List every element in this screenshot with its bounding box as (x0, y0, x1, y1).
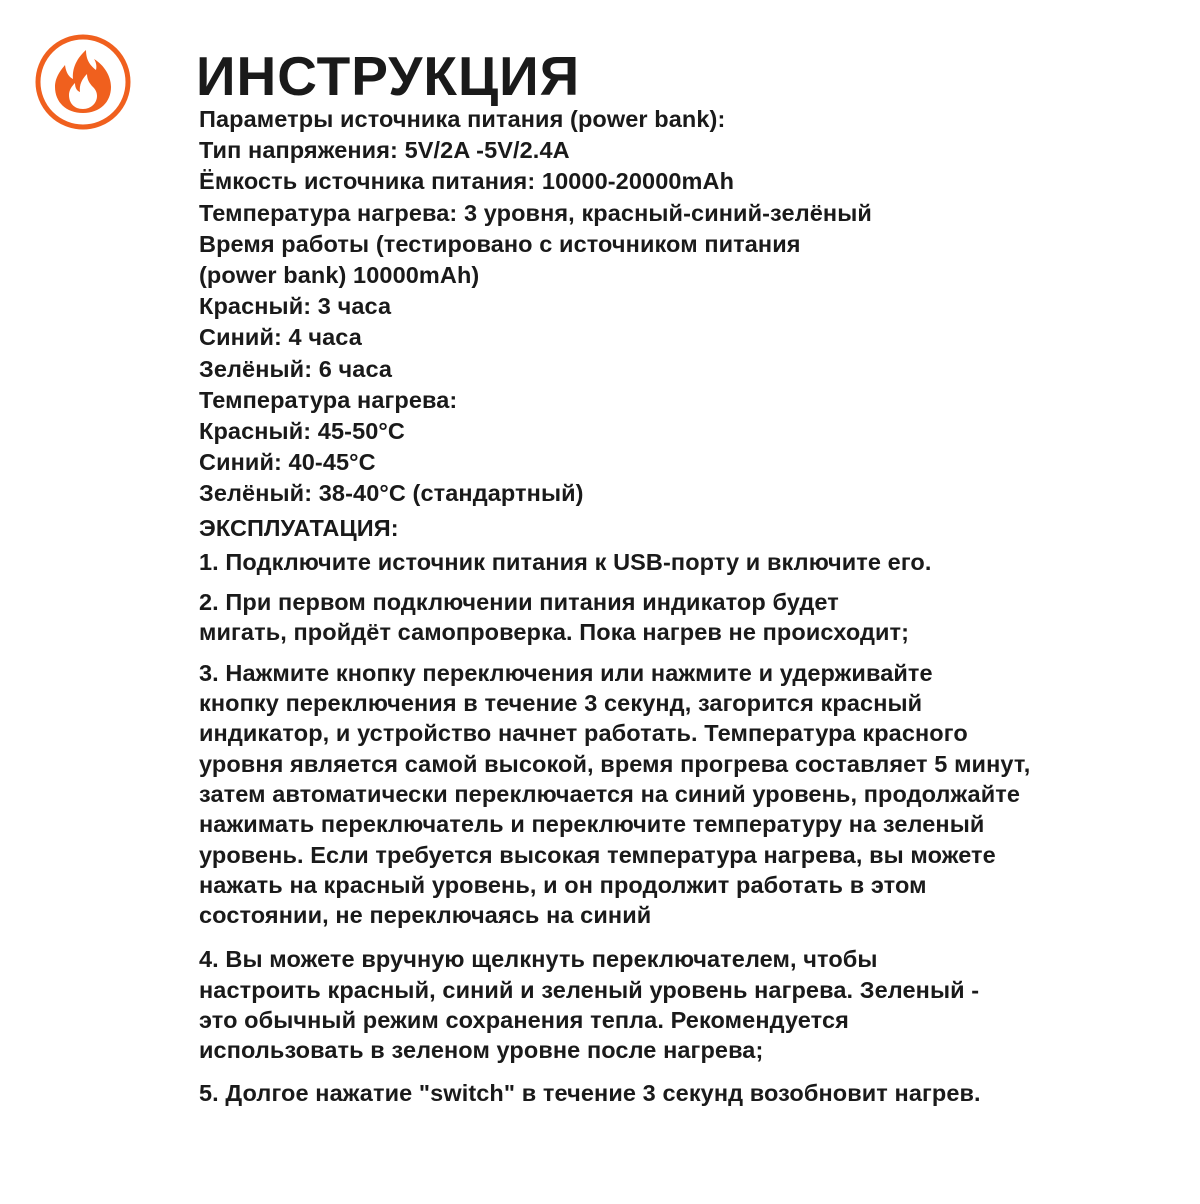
operation-section (199, 513, 1179, 1108)
operation-step-3: 3. Нажмите кнопку переключения или нажмите и удерживайте кнопку переключения в течение 3 секунд, загорится красный индикатор, и устройство начнет работать. Температура красного уровня является самой высокой, время прогрева составляет 5 минут, затем автоматически переключается на синий уровень, продолжайте нажимать переключатель и переключите температуру на зеленый уровень. Если требуется высокая температура нагрева, вы можете нажать на красный уровень, и он продолжит работать в этом состоянии, не переключаясь на синий (199, 659, 1031, 929)
temperature-green: Зелёный: 38-40°C (стандартный) (199, 480, 584, 507)
flame-icon (34, 33, 132, 131)
temperature-heading: Температура нагрева: (199, 386, 458, 413)
operation-step-1: 1. Подключите источник питания к USB-порту и включите его. (199, 548, 932, 575)
runtime-red: Красный: 3 часа (199, 293, 392, 320)
runtime-green: Зелёный: 6 часа (199, 355, 393, 382)
page-title: ИНСТРУКЦИЯ (196, 45, 581, 107)
heat-levels: Температура нагрева: 3 уровня, красный-синий-зелёный (199, 199, 872, 226)
operation-step-5: 5. Долгое нажатие "switch" в течение 3 секунд возобновит нагрев. (199, 1079, 981, 1106)
temperature-blue: Синий: 40-45°C (199, 449, 376, 476)
runtime-blue: Синий: 4 часа (199, 324, 362, 351)
flame-logo (34, 33, 132, 131)
voltage-type: Тип напряжения: 5V/2A -5V/2.4A (199, 137, 570, 164)
runtime-heading-line2: (power bank) 10000mAh) (199, 262, 480, 289)
capacity: Ёмкость источника питания: 10000-20000mAh (199, 168, 735, 195)
parameters-heading: Параметры источника питания (power bank): (199, 106, 726, 132)
power-bank-parameters (199, 104, 1179, 510)
temperature-red: Красный: 45-50°C (199, 418, 405, 445)
operation-step-2: 2. При первом подключении питания индикатор будет мигать, пройдёт самопроверка. Пока нагрев не происходит; (199, 589, 910, 646)
operation-step-4: 4. Вы можете вручную щелкнуть переключателем, чтобы настроить красный, синий и зеленый уровень нагрева. Зеленый - это обычный режим сохранения тепла. Рекомендуется использовать в зеленом уровне после нагрева; (199, 946, 980, 1064)
runtime-heading-line1: Время работы (тестировано с источником питания (199, 230, 801, 257)
instruction-body (199, 104, 1179, 1108)
operation-heading: ЭКСПЛУАТАЦИЯ: (199, 514, 399, 541)
